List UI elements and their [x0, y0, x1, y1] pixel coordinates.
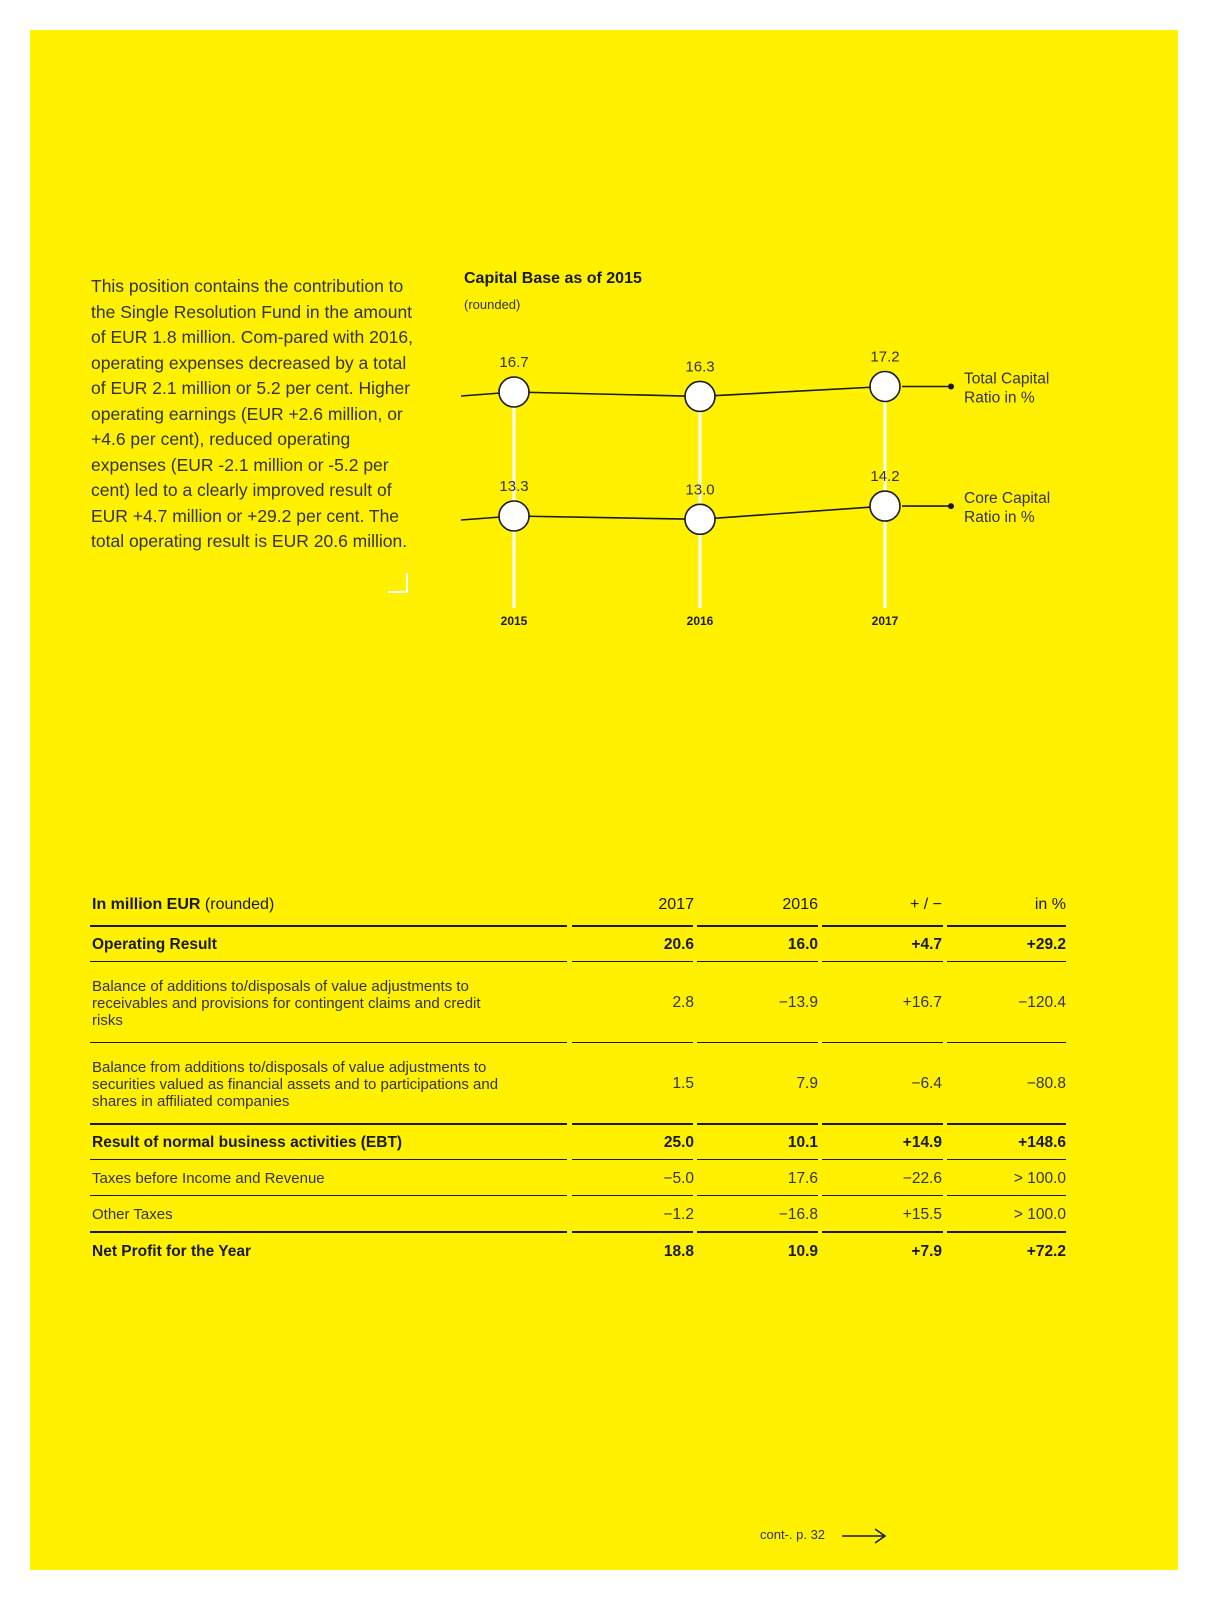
cell-2017: 1.5: [672, 1075, 694, 1092]
body-text: This position contains the contribution to the Single Resolution Fund in the amount of EUR 1.8 million. Com-pared with 2016, operating expenses decreased by a total of EUR 2.1 million or 5.2 per cent. Higher operating earnings (EUR +2.6 million, or +4.6 per cent), reduced operating expenses (EUR -2.1 million or -5.2 per cent) led to a clearly improved result of EUR +4.7 million or +29.2 per cent. The total operating result is EUR 20.6 million.: [91, 276, 413, 551]
cell-change: +15.5: [902, 1205, 942, 1223]
cell-change: +16.7: [902, 994, 942, 1011]
cell-percent: −80.8: [1026, 1075, 1066, 1092]
row-label: Other Taxes: [92, 1206, 173, 1223]
continue-text: cont-. p. 32: [760, 1527, 826, 1542]
chart-subtitle: (rounded): [464, 297, 521, 312]
cell-2017: −1.2: [663, 1205, 694, 1223]
legend-label-1: Core Capital: [964, 490, 1051, 508]
cell-2016: 10.1: [787, 1133, 818, 1151]
x-tick-label: 2017: [871, 614, 899, 628]
data-label: 17.2: [870, 348, 900, 366]
cell-2017: 20.6: [663, 935, 694, 953]
table-row: [90, 964, 1126, 1042]
legend-label-0: Ratio in %: [964, 389, 1035, 407]
cell-2016: −16.8: [778, 1205, 818, 1223]
data-point: [685, 504, 715, 534]
cell-2017: 2.8: [672, 994, 694, 1011]
page: [30, 30, 1178, 1570]
cell-percent: +148.6: [1018, 1133, 1066, 1151]
cell-percent: > 100.0: [1013, 1169, 1066, 1187]
data-point: [499, 377, 529, 407]
chart-title: Capital Base as of 2015: [464, 270, 642, 287]
table-row: [90, 1198, 1126, 1231]
legend-dot-1: [948, 503, 954, 509]
x-tick-label: 2016: [686, 614, 714, 628]
cell-2016: 10.9: [787, 1243, 818, 1260]
cell-change: +7.9: [911, 1243, 942, 1260]
cell-2016: 7.9: [796, 1075, 818, 1092]
capital-chart: [30, 30, 1178, 650]
cell-change: −6.4: [911, 1075, 942, 1092]
legend-label-0: Total Capital: [964, 370, 1050, 388]
data-point: [870, 372, 900, 402]
cell-change: −22.6: [902, 1169, 942, 1187]
cell-change: +4.7: [911, 935, 942, 953]
data-point: [685, 381, 715, 411]
arrow-right-icon: [840, 1527, 890, 1545]
row-label: Balance of additions to/disposals of value adjustments to receivables and provisions for contingent claims and credit risks: [92, 977, 481, 1029]
row-label: Result of normal business activities (EBT): [92, 1133, 403, 1151]
header-col-change: + / −: [909, 896, 942, 913]
table-row: [90, 1126, 1126, 1159]
data-label: 13.0: [685, 481, 715, 499]
table-row: [90, 928, 1126, 961]
table-row: [90, 1234, 1126, 1270]
results-table: [90, 885, 1126, 1270]
header-label-bold: In million EUR: [92, 896, 201, 913]
data-point: [499, 501, 529, 531]
header-col-percent: in %: [1034, 896, 1066, 913]
header-label-light: (rounded): [204, 896, 275, 913]
x-tick-label: 2015: [500, 614, 528, 628]
table-row: [90, 1162, 1126, 1195]
data-label: 16.7: [499, 354, 529, 371]
data-label: 16.3: [685, 358, 715, 376]
header-col-2016: 2016: [782, 896, 818, 913]
cell-percent: > 100.0: [1013, 1205, 1066, 1223]
row-label: Net Profit for the Year: [92, 1243, 252, 1260]
cell-2017: 18.8: [663, 1243, 694, 1260]
cell-2017: 25.0: [663, 1133, 694, 1151]
row-label: Balance from additions to/disposals of value adjustments to securities valued as financial assets and to participations and shares in affiliated companies: [92, 1058, 499, 1110]
data-label: 13.3: [499, 478, 529, 495]
table-row: [90, 1045, 1126, 1123]
cell-2016: −13.9: [778, 994, 818, 1011]
data-point: [870, 491, 900, 521]
header-col-2017: 2017: [658, 896, 694, 913]
cell-change: +14.9: [902, 1133, 942, 1151]
cell-2016: 16.0: [787, 935, 818, 953]
legend-label-1: Ratio in %: [964, 509, 1035, 527]
cell-2016: 17.6: [787, 1169, 818, 1187]
cell-percent: −120.4: [1018, 994, 1066, 1011]
table-header: [90, 885, 1126, 925]
row-label: Operating Result: [92, 935, 217, 953]
legend-dot-0: [948, 384, 954, 390]
cell-percent: +72.2: [1026, 1243, 1066, 1260]
cell-2017: −5.0: [663, 1169, 694, 1187]
header-label: [90, 896, 574, 914]
data-label: 14.2: [870, 468, 900, 486]
cell-percent: +29.2: [1026, 935, 1066, 953]
row-label: Taxes before Income and Revenue: [92, 1170, 325, 1187]
